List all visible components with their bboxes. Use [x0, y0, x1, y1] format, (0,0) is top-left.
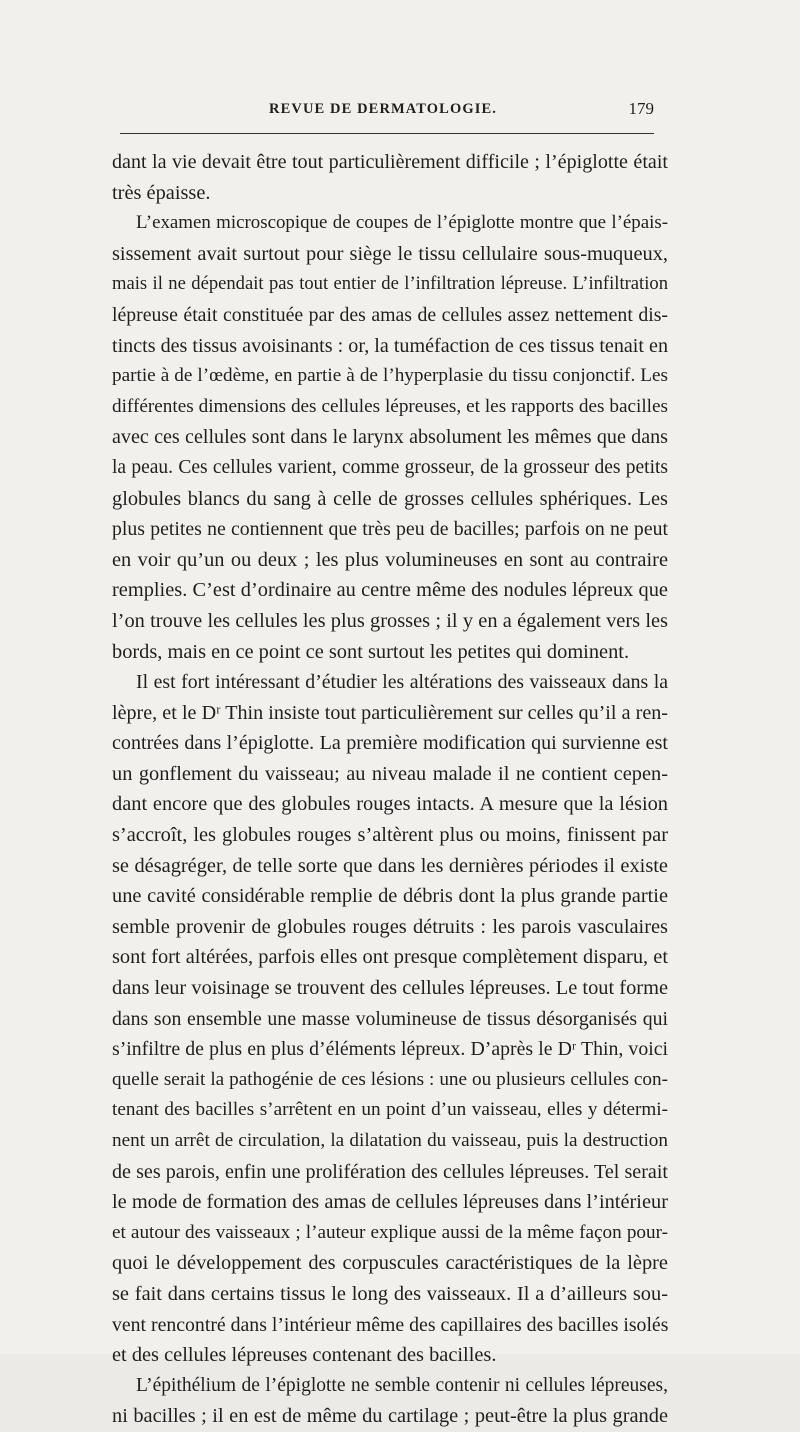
- text-line: L’examen microscopique de coupes de l’épiglotte montre que l’épais-: [136, 212, 668, 234]
- header-rule: [120, 133, 654, 134]
- text-line: différentes dimensions des cellules lépreuses, et les rapports des bacilles: [112, 395, 668, 417]
- text-line: avec ces cellules sont dans le larynx absolument les mêmes que dans: [112, 426, 668, 449]
- text-line: très épaisse.: [112, 181, 211, 204]
- text-line: remplies. C’est d’ordinaire au centre même des nodules lépreux que: [112, 579, 668, 602]
- page-number: 179: [628, 99, 654, 118]
- text-line: L’épithélium de l’épiglotte ne semble contenir ni cellules lépreuses,: [136, 1374, 668, 1396]
- text-line: le mode de formation des amas de cellules lépreuses dans l’intérieur: [112, 1191, 669, 1214]
- text-line: lépreuse était constituée par des amas de cellules assez nettement dis-: [112, 303, 668, 326]
- text-line: bords, mais en ce point ce sont surtout les petites qui dominent.: [112, 640, 630, 663]
- text-line: quoi le développement des corpuscules caractéristiques de la lèpre: [112, 1252, 668, 1275]
- text-line: quelle serait la pathogénie de ces lésions : une ou plusieurs cellules con-: [112, 1068, 668, 1090]
- text-line: Il est fort intéressant d’étudier les altérations des vaisseaux dans la: [136, 671, 668, 694]
- text-line: semble provenir de globules rouges détruits : les parois vasculaires: [112, 915, 668, 938]
- text-line: dant la vie devait être tout particulièrement difficile ; l’épiglotte était: [112, 151, 668, 173]
- text-line: dans leur voisinage se trouvent des cellules lépreuses. Le tout forme: [112, 977, 668, 1000]
- text-line: de ses parois, enfin une prolifération des cellules lépreuses. Tel serait: [112, 1160, 668, 1183]
- page-header: [112, 95, 654, 125]
- text-line: sissement avait surtout pour siège le tissu cellulaire sous-muqueux,: [112, 242, 668, 265]
- text-line: et des cellules lépreuses contenant des bacilles.: [112, 1344, 497, 1367]
- text-line: sont fort altérées, parfois elles ont presque complètement disparu, et: [112, 946, 668, 969]
- text-line: tincts des tissus avoisinants : or, la tuméfaction de ces tissus tenait en: [112, 334, 668, 357]
- text-line: l’on trouve les cellules les plus grosses ; il y en a également vers les: [112, 609, 668, 632]
- text-line: s’infiltre de plus en plus d’éléments lépreux. D’après le Dʳ Thin, voici: [112, 1038, 668, 1061]
- text-line: un gonflement du vaisseau; au niveau malade il ne contient cepen-: [112, 762, 668, 785]
- text-line: contrées dans l’épiglotte. La première modification qui survienne est: [112, 732, 668, 755]
- text-line: la peau. Ces cellules varient, comme grosseur, de la grosseur des petits: [112, 456, 668, 478]
- text-line: ni bacilles ; il en est de même du cartilage ; peut-être la plus grande: [112, 1405, 668, 1428]
- text-line: nent un arrêt de circulation, la dilatation du vaisseau, puis la destruction: [112, 1130, 668, 1151]
- text-line: globules blancs du sang à celle de grosses cellules sphériques. Les: [112, 487, 668, 510]
- text-line: mais il ne dépendait pas tout entier de l’infiltration lépreuse. L’infiltration: [112, 273, 668, 295]
- text-line: lèpre, et le Dʳ Thin insiste tout particulièrement sur celles qu’il a ren-: [112, 701, 668, 724]
- text-line: se désagréger, de telle sorte que dans les dernières périodes il existe: [112, 854, 668, 877]
- text-line: vent rencontré dans l’intérieur même des capillaires des bacilles isolés: [112, 1313, 669, 1336]
- text-line: tenant des bacilles s’arrêtent en un point d’un vaisseau, elles y détermi-: [112, 1099, 668, 1121]
- text-line: en voir qu’un ou deux ; les plus volumineuses en sont au contraire: [112, 548, 668, 571]
- text-line: et autour des vaisseaux ; l’auteur explique aussi de la même façon pour-: [112, 1221, 668, 1243]
- running-title: REVUE DE DERMATOLOGIE.: [269, 101, 497, 117]
- text-line: plus petites ne contiennent que très peu de bacilles; parfois on ne peut: [112, 518, 668, 541]
- text-line: dant encore que des globules rouges intacts. A mesure que la lésion: [112, 793, 668, 816]
- text-line: partie à de l’œdème, en partie à de l’hyperplasie du tissu conjonctif. Les: [112, 365, 668, 387]
- body-text: [112, 147, 668, 1432]
- text-line: s’accroît, les globules rouges s’altèrent plus ou moins, finissent par: [112, 824, 668, 847]
- text-line: une cavité considérable remplie de débris dont la plus grande partie: [112, 885, 668, 908]
- text-line: dans son ensemble une masse volumineuse de tissus désorganisés qui: [112, 1007, 668, 1030]
- text-line: se fait dans certains tissus le long des vaisseaux. Il a d’ailleurs sou-: [112, 1282, 668, 1305]
